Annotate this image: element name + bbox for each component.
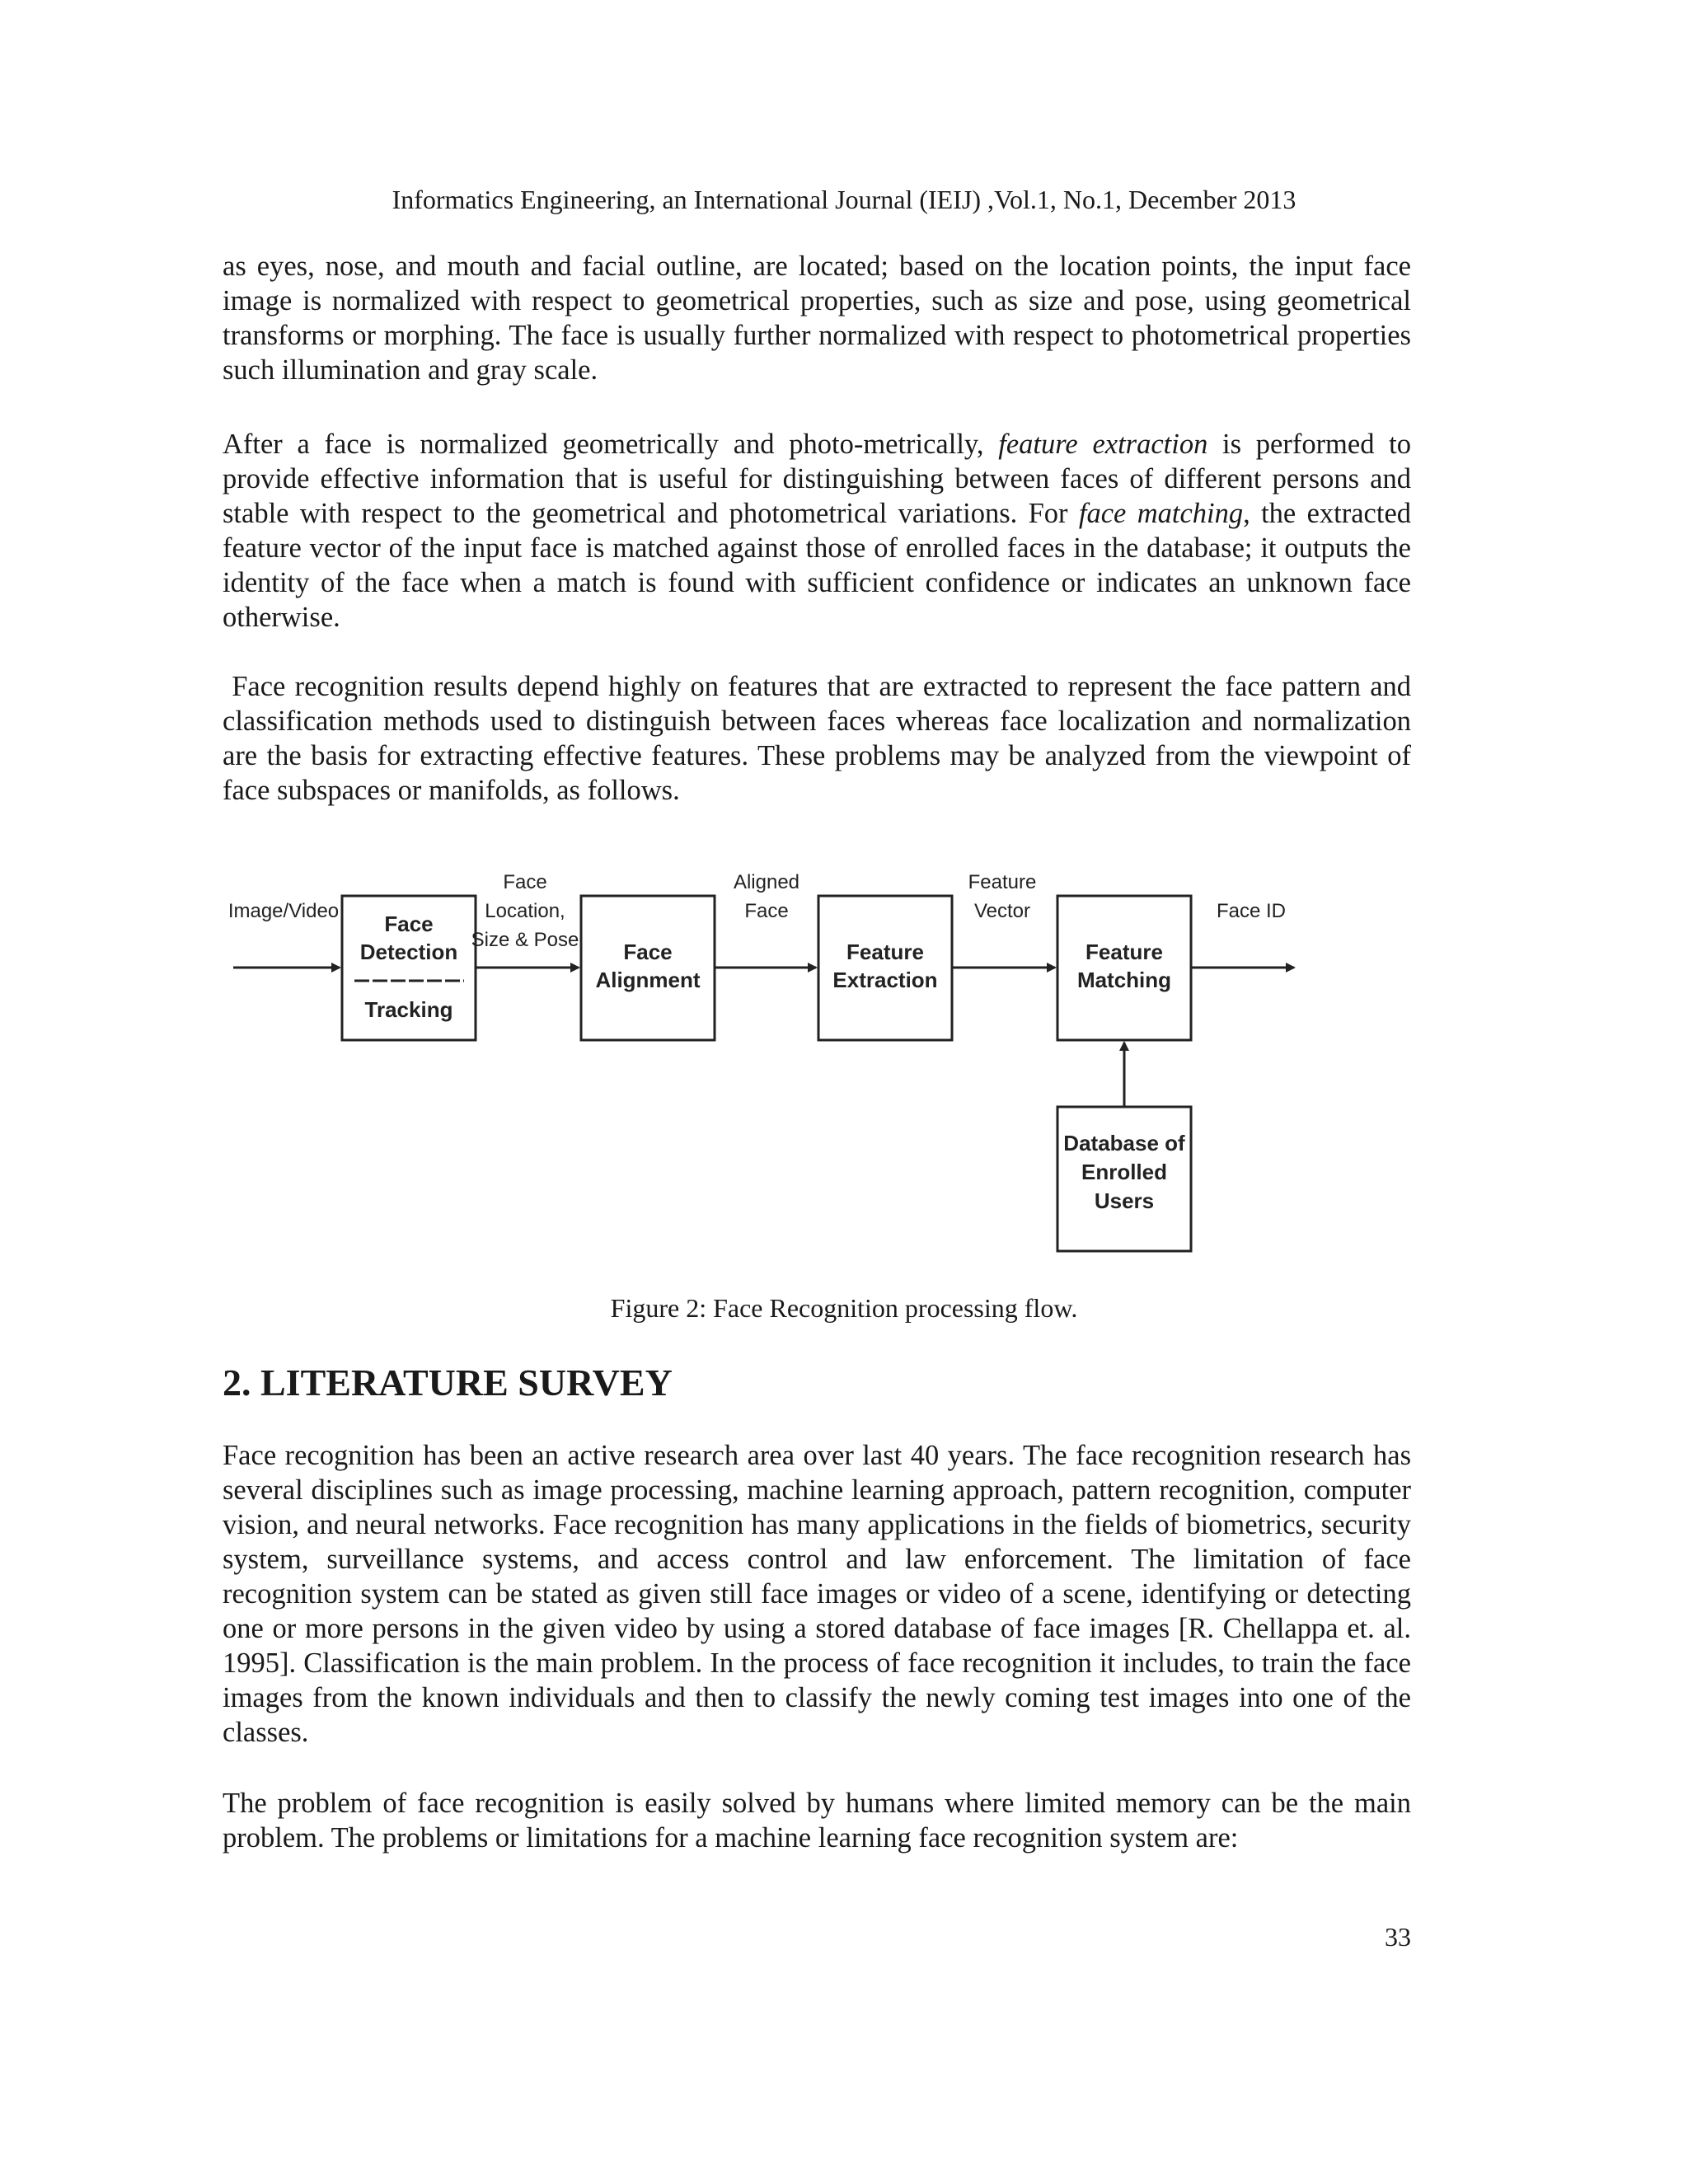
label-aligned-face-1: Aligned (733, 871, 800, 893)
label-face-location-2: Location, (485, 900, 565, 922)
paragraph-literature-survey: Face recognition has been an active research area over last 40 years. The face recognition research has several disciplines such as image processing, machine learning approach, pattern recognition, computer vision, and neural networks. Face recognition has many applications in the fields of biometrics, security system, surveillance systems, and access control and law enforcement. The limitation of face recognition system can be stated as given still face images or video of a scene, identifying or detecting one or more persons in the given video by using a stored database of face images [R. Chellappa et. al. 1995]. Classification is the main problem. In the process of face recognition it includes, to train the face images from the known individuals and then to classify the newly coming test images into one of the classes. (223, 1440, 1411, 1748)
box-face-detection-line1: Face (384, 912, 434, 936)
label-face-location-1: Face (503, 871, 547, 893)
box-face-detection-line2: Detection (359, 940, 458, 964)
label-image-video: Image/Video (227, 900, 340, 922)
label-face-id: Face ID (1216, 900, 1287, 922)
paragraph-feature-extraction (223, 427, 1411, 635)
paragraph-normalization: as eyes, nose, and mouth and facial outline, are located; based on the location points, the input face image is normalized with respect to geometrical properties, such as size and pose, using geometrical transforms or morphing. The face is usually further normalized with respect to photometrical properties such illumination and gray scale. (223, 251, 1411, 386)
p2-text-b: is performed to provide effective information that is useful for distinguishing between faces of different persons and stable with respect to the geometrical and photometrical variations. For (223, 429, 1412, 529)
label-aligned-face-2: Face (744, 900, 789, 922)
p2-em-face-matching: face matching (1078, 498, 1244, 529)
label-face-location-3: Size & Pose (471, 929, 579, 951)
box-feature-extraction-line2: Extraction (832, 968, 938, 992)
box-database-line1: Database of (1063, 1131, 1185, 1155)
p2-text-a: After a face is normalized geometrically and photo-metrically, (223, 429, 999, 460)
running-header: Informatics Engineering, an International Journal (IEIJ) ,Vol.1, No.1, December 2013 (392, 185, 1296, 214)
paragraph-face-recognition-results: Face recognition results depend highly on features that are extracted to represent the face pattern and classification methods used to distinguish between faces whereas face localization and normalization are the basis for extracting effective features. These problems may be analyzed from the viewpoint of face subspaces or manifolds, as follows. (223, 671, 1418, 806)
face-recognition-flow-diagram (223, 865, 1319, 1261)
paragraph-problem: The problem of face recognition is easily solved by humans where limited memory can be the main problem. The problems or limitations for a machine learning face recognition system are: (223, 1788, 1411, 1854)
box-feature-extraction-line1: Feature (846, 940, 924, 964)
label-feature-vector-1: Feature (968, 871, 1037, 893)
box-face-alignment-line2: Alignment (595, 968, 701, 992)
section-heading: 2. LITERATURE SURVEY (223, 1361, 673, 1404)
box-database-line3: Users (1094, 1188, 1155, 1213)
box-face-detection-line3: Tracking (364, 997, 453, 1022)
box-face-alignment-line1: Face (623, 940, 673, 964)
p2-em-feature-extraction: feature extraction (998, 429, 1208, 460)
box-feature-matching-line2: Matching (1076, 968, 1172, 992)
box-feature-matching-line1: Feature (1085, 940, 1163, 964)
figure-caption: Figure 2: Face Recognition processing flow. (610, 1293, 1078, 1323)
box-database-line2: Enrolled (1081, 1160, 1168, 1184)
p2-text-c: , the extracted feature vector of the input face is matched against those of enrolled faces in the database; it outputs the identity of the face when a match is found with sufficient confidence or indicates an unknown face otherwise. (223, 498, 1412, 633)
label-feature-vector-2: Vector (973, 900, 1031, 922)
page-number: 33 (1385, 1922, 1411, 1952)
